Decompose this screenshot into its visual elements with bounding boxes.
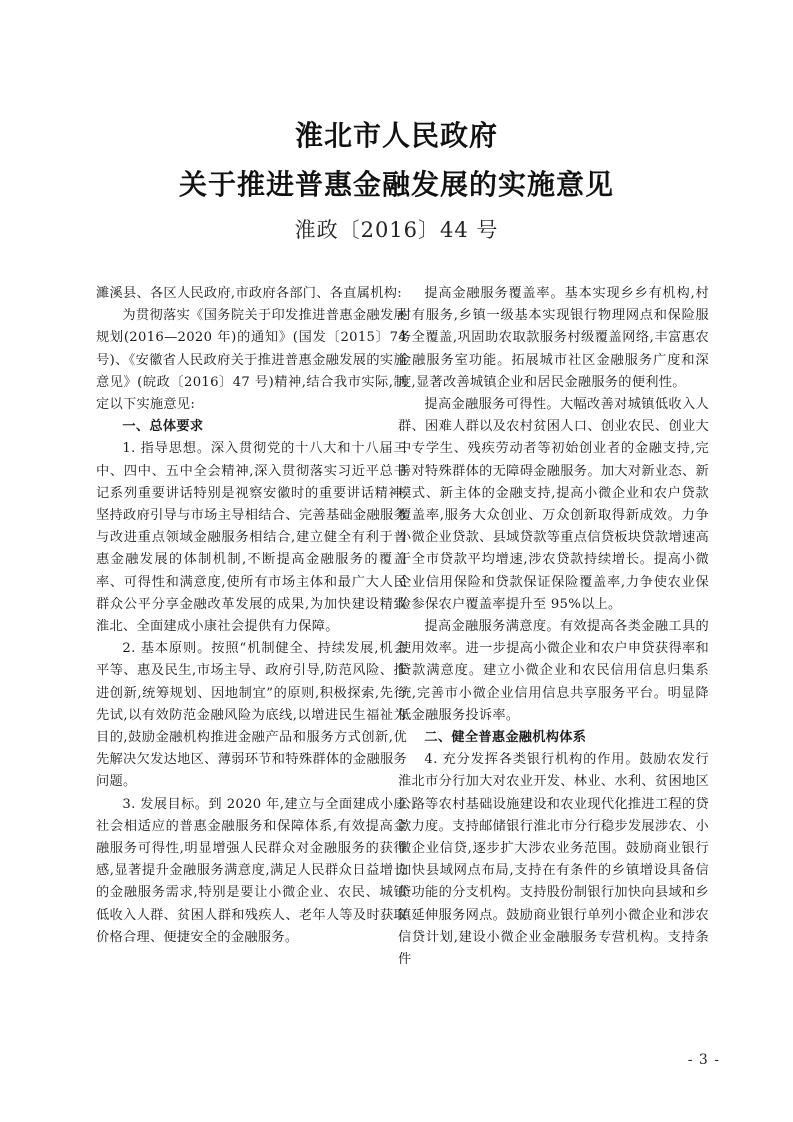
preamble-paragraph: 为贯彻落实《国务院关于印发推进普惠金融发展规划(2016—2020 年)的通知》(国发〔2015〕74 号)、《安徽省人民政府关于推进普惠金融发展的实施意见》(皖政〔2016〕47 号)精神,结合我市实际,制定以下实施意见: xyxy=(96,308,407,413)
paragraph-guiding-ideology: 1. 指导思想。深入贯彻党的十八大和十八届三中、四中、五中全会精神,深入贯彻落实习近平总书记系列重要讲话特别是视察安徽时的重要讲话精神,坚持政府引导与市场主导相结合、完善基础金融服务与改进重点领域金融服务相结合,建立健全有利于普惠金融发展的体制机制,不断提高金融服务的覆盖率、可得性和满意度,使所有市场主体和最广大人民群众公平分享金融改革发展的成果,为加快建设精致淮北、全面建成小康社会提供有力保障。 xyxy=(96,441,407,635)
document-title-line1: 淮北市人民政府 xyxy=(294,119,498,152)
left-column xyxy=(96,283,407,949)
document-title-line2: 关于推进普惠金融发展的实施意见 xyxy=(178,168,614,201)
document-number: 淮政〔2016〕44 号 xyxy=(294,218,499,242)
paragraph-availability: 提高金融服务可得性。大幅改善对城镇低收入人群、困难人群以及农村贫困人口、创业农民、创业大中专学生、残疾劳动者等初始创业者的金融支持,完善对特殊群体的无障碍金融服务。加大对新业态、新模式、新主体的金融支持,提高小微企业和农户贷款覆盖率,服务大众创业、万众创新取得新成效。力争小微企业贷款、县域贷款等重点信贷板块贷款增速高于全市贷款平均增速,涉农贷款持续增长。提高小微企业信用保险和贷款保证保险覆盖率,力争使农业保险参保农户覆盖率提升至 95%以上。 xyxy=(398,397,709,612)
paragraph-bank-institutions: 4. 充分发挥各类银行机构的作用。鼓励农发行淮北市分行加大对农业开发、林业、水利、贫困地区公路等农村基础设施建设和农业现代化推进工程的贷款力度。支持邮储银行淮北市分行稳步发展涉农、小微企业信贷,逐步扩大涉农业务范围。鼓励商业银行加快县域网点布局,支持在有条件的乡镇增设具备信贷功能的分支机构。支持股份制银行加快向县域和乡镇延伸服务网点。鼓励商业银行单列小微企业和涉农信贷计划,建设小微企业金融服务专营机构。支持条件 xyxy=(398,752,709,968)
section-heading-institution-system: 二、健全普惠金融机构体系 xyxy=(424,730,587,746)
page-number: - 3 - xyxy=(687,1052,720,1068)
paragraph-development-goals: 3. 发展目标。到 2020 年,建立与全面建成小康社会相适应的普惠金融服务和保障体系,有效提高金融服务可得性,明显增强人民群众对金融服务的获得感,显著提升金融服务满意度,满足人民群众日益增长的金融服务需求,特别是要让小微企业、农民、城镇低收入人群、贫困人群和残疾人、老年人等及时获取价格合理、便捷安全的金融服务。 xyxy=(96,796,407,945)
paragraph-basic-principles: 2. 基本原则。按照“机制健全、持续发展,机会平等、惠及民生,市场主导、政府引导,防范风险、推进创新,统筹规划、因地制宜”的原则,积极探索,先行先试,以有效防范金融风险为底线,以增进民生福祉为目的,鼓励金融机构推进金融产品和服务方式创新,优先解决欠发达地区、薄弱环节和特殊群体的金融服务问题。 xyxy=(96,641,407,790)
section-heading-general-requirements: 一、总体要求 xyxy=(122,419,204,435)
paragraph-coverage-rate: 提高金融服务覆盖率。基本实现乡乡有机构,村村有服务,乡镇一级基本实现银行物理网点和保险服务全覆盖,巩固助农取款服务村级覆盖网络,丰富惠农金融服务室功能。拓展城市社区金融服务广度和深度,显著改善城镇企业和居民金融服务的便利性。 xyxy=(398,286,709,390)
paragraph-satisfaction: 提高金融服务满意度。有效提高各类金融工具的使用效率。进一步提高小微企业和农户申贷获得率和贷款满意度。建立小微企业和农民信用信息归集系统,完善市小微企业信用信息共享服务平台。明显降低金融服务投诉率。 xyxy=(398,619,709,723)
right-column xyxy=(398,283,709,971)
addressee: 濉溪县、各区人民政府,市政府各部门、各直属机构: xyxy=(96,286,402,301)
